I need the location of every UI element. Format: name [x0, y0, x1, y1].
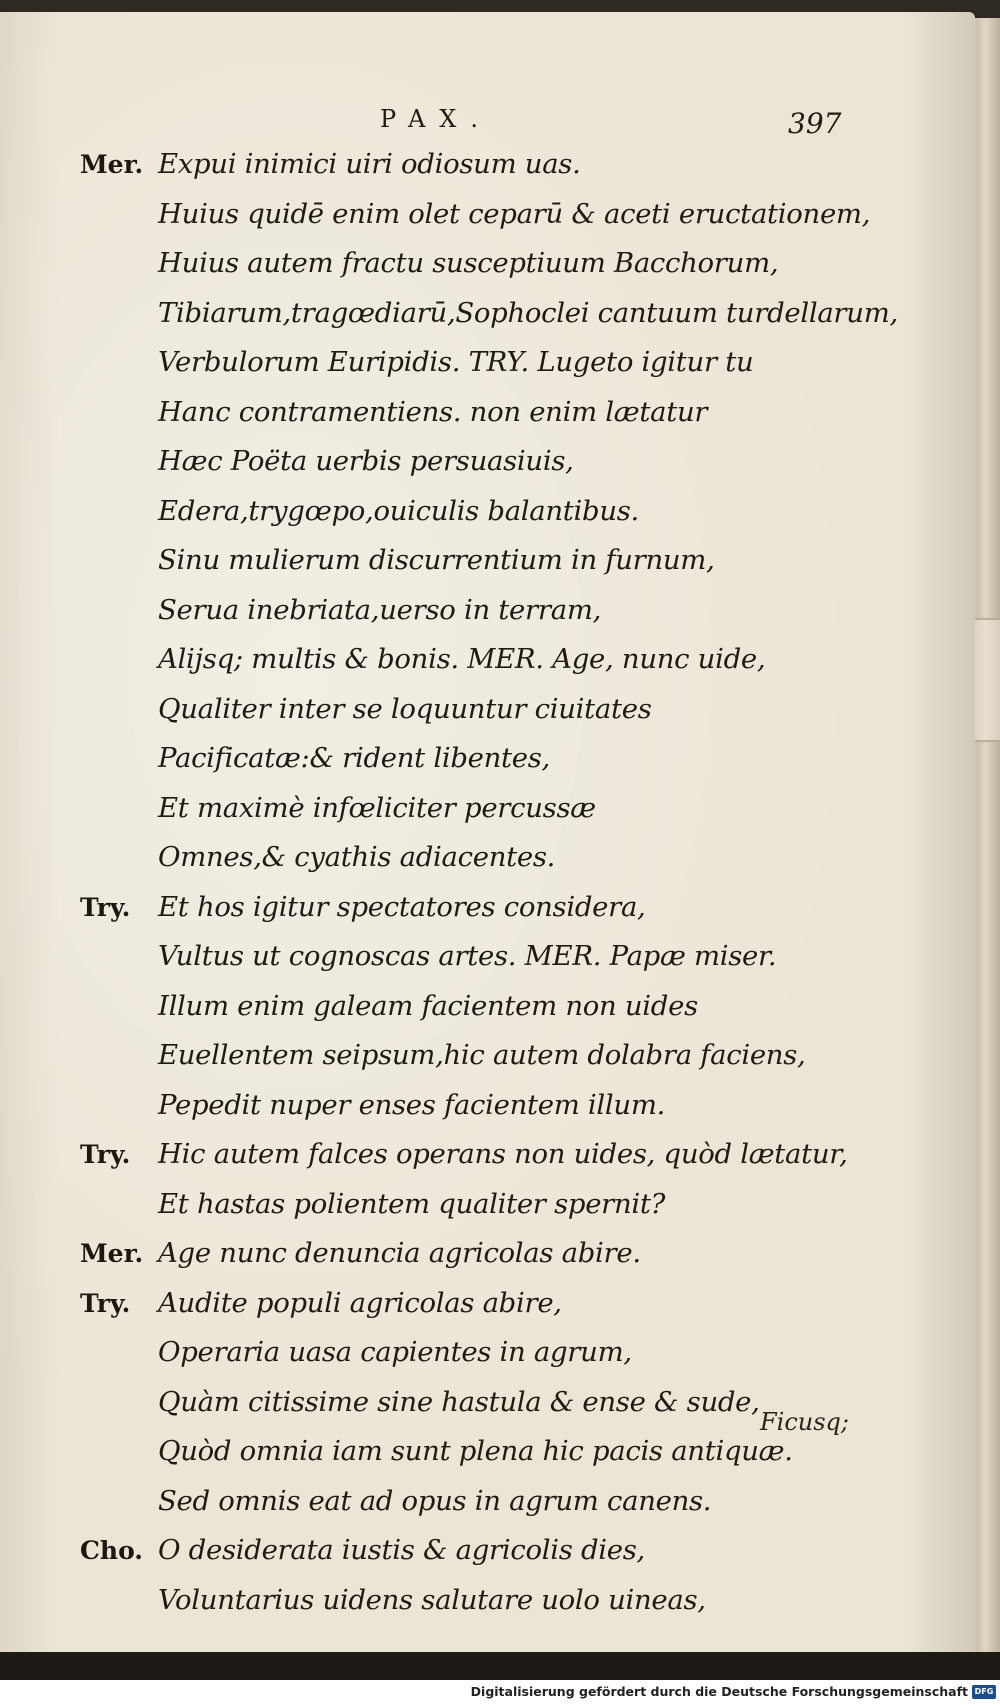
verse-text: Quòd omnia iam sunt plena hic pacis antiquæ.	[158, 1435, 793, 1467]
verse-line	[80, 1180, 960, 1230]
verse-text: Edera,trygœpo,ouiculis balantibus.	[158, 494, 640, 527]
verse-line	[80, 1328, 960, 1378]
verse-text: Sed omnis eat ad opus in agrum canens.	[158, 1484, 712, 1517]
verse-line	[80, 1576, 960, 1626]
verse-text: Quàm citissime sine hastula & ense & sude,	[158, 1385, 760, 1418]
verse-text: Et hastas polientem qualiter spernit?	[158, 1187, 666, 1220]
verse-line	[80, 833, 960, 883]
verse-line	[80, 982, 960, 1032]
verse-text: Et hos igitur spectatores considera,	[158, 890, 646, 923]
speaker-label: Mer.	[80, 150, 144, 179]
verse-line	[80, 784, 960, 834]
verse-line	[80, 1279, 960, 1329]
speaker-label: Cho.	[80, 1536, 144, 1565]
verse-text: Pepedit nuper enses facientem illum.	[158, 1088, 666, 1121]
verse-line	[80, 1081, 960, 1131]
digitization-footer	[0, 1680, 1000, 1705]
verse-line	[80, 635, 960, 685]
verse-text: O desiderata iustis & agricolis dies,	[158, 1534, 645, 1566]
verse-line	[80, 586, 960, 636]
verse-line	[80, 140, 960, 190]
speaker-label: Mer.	[80, 1239, 144, 1268]
verse-text: Illum enim galeam facientem non uides	[158, 989, 698, 1022]
verse-line	[80, 437, 960, 487]
verse-text: Verbulorum Euripidis. TRY. Lugeto igitur tu	[158, 346, 754, 378]
verse-line	[80, 1130, 960, 1180]
verse-text: Et maximè infœliciter percussæ	[158, 791, 596, 824]
page-header	[0, 105, 975, 145]
verse-line	[80, 1031, 960, 1081]
verse-text: Alijsq; multis & bonis. MER. Age, nunc uide,	[158, 643, 766, 675]
verse-text: Audite populi agricolas abire,	[158, 1286, 562, 1319]
verse-text: Hæc Poëta uerbis persuasiuis,	[158, 445, 574, 477]
verse-text: Qualiter inter se loquuntur ciuitates	[158, 692, 652, 725]
verse-text: Vultus ut cognoscas artes. MER. Papæ miser.	[158, 940, 777, 972]
running-head: PAX.	[380, 105, 492, 133]
verse-line	[80, 239, 960, 289]
verse-text: Huius quidē enim olet ceparū & aceti eructationem,	[158, 197, 871, 230]
verse-text: Omnes,& cyathis adiacentes.	[158, 841, 556, 873]
verse-text: Euellentem seipsum,hic autem dolabra faciens,	[158, 1039, 806, 1071]
verse-line	[80, 190, 960, 240]
speaker-label: Try.	[80, 892, 131, 922]
speaker-label: Try.	[80, 1140, 131, 1169]
verse-line	[80, 388, 960, 438]
verse-line	[80, 1229, 960, 1279]
verse-text: Hic autem falces operans non uides, quòd lætatur,	[158, 1138, 848, 1170]
funding-credit: Digitalisierung gefördert durch die Deutsche Forschungsgemeinschaft	[470, 1684, 968, 1699]
verse-text: Hanc contramentiens. non enim lætatur	[158, 395, 708, 428]
verse-text: Tibiarum,tragœdiarū,Sophoclei cantuum turdellarum,	[158, 296, 898, 329]
verse-line	[80, 536, 960, 586]
verse-line	[80, 1526, 960, 1576]
verse-text: Expui inimici uiri odiosum uas.	[158, 148, 581, 180]
verse-line	[80, 883, 960, 933]
verse-text: Pacificatæ:& rident libentes,	[158, 742, 550, 774]
verse-line	[80, 685, 960, 735]
verse-line	[80, 734, 960, 784]
verse-text: Huius autem fractu susceptiuum Bacchorum,	[158, 247, 779, 279]
dfg-logo-icon: DFG	[972, 1685, 996, 1699]
speaker-label: Try.	[80, 1288, 131, 1318]
catchword: Ficusq;	[760, 1408, 849, 1436]
verse-line	[80, 289, 960, 339]
verse-text: Sinu mulierum discurrentium in furnum,	[158, 544, 715, 576]
verse-block	[80, 140, 960, 1625]
verse-text: Age nunc denuncia agricolas abire.	[158, 1237, 641, 1269]
verse-line	[80, 338, 960, 388]
verse-text: Voluntarius uidens salutare uolo uineas,	[158, 1583, 706, 1616]
verse-line	[80, 487, 960, 537]
verse-text: Serua inebriata,uerso in terram,	[158, 593, 602, 626]
page-number: 397	[788, 107, 842, 140]
scan-bottom-shadow	[0, 1652, 1000, 1680]
verse-line	[80, 1477, 960, 1527]
verse-text: Operaria uasa capientes in agrum,	[158, 1336, 632, 1368]
verse-line	[80, 932, 960, 982]
